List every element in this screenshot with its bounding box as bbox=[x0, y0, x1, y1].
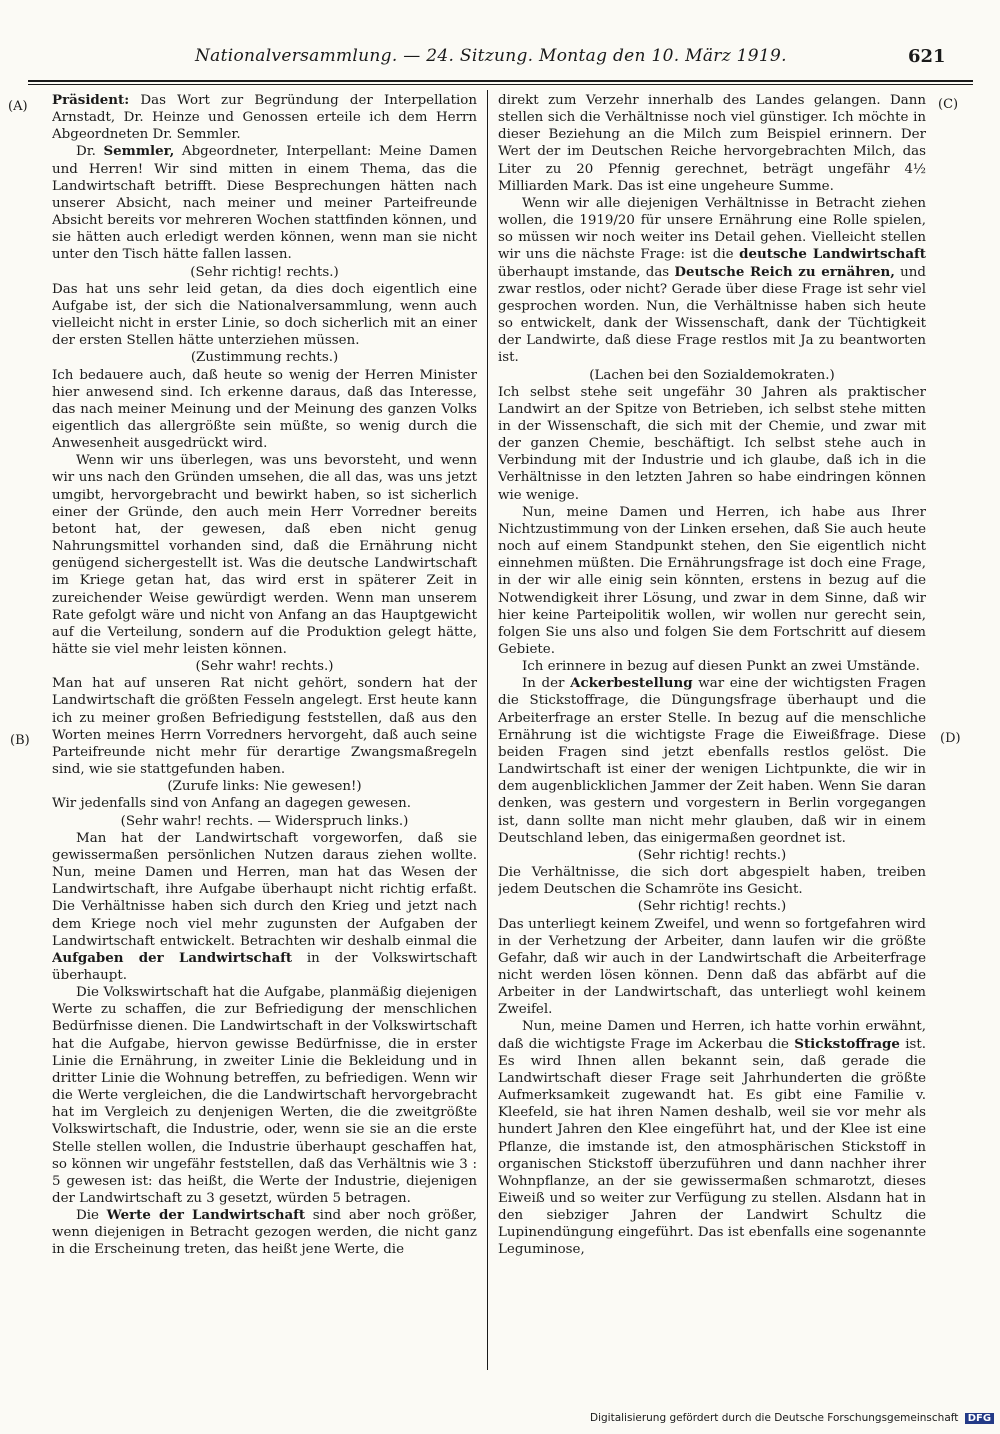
paragraph bbox=[498, 675, 926, 847]
left-column bbox=[52, 92, 477, 1372]
text-run: (Zurufe links: Nie gewesen!) bbox=[167, 779, 362, 795]
interjection bbox=[52, 813, 477, 830]
text-run: Die bbox=[76, 1208, 107, 1224]
paragraph bbox=[498, 1018, 926, 1258]
emphasis: Präsident: bbox=[52, 92, 130, 108]
header-rule-thin bbox=[28, 84, 973, 85]
text-run: Ich selbst stehe seit ungefähr 30 Jahren als praktischer Landwirt an der Spitze von Betrieben, ich selbst stehe mitten in der Wissenschaft, die sich mit der Chemie, und zwar mit der ganzen Chemie, beschäftigt. Ich selbst stehe auch in Verbindung mit der Industrie und ich glaube, daß ich in die Verhältnisse in den letzten Jahren so habe eindringen können wie wenige. bbox=[498, 384, 926, 503]
page-number: 621 bbox=[908, 46, 946, 67]
paragraph bbox=[498, 92, 926, 195]
paragraph bbox=[52, 452, 477, 658]
text-run: Wenn wir alle diejenigen Verhältnisse in Betracht ziehen wollen, die 1919/20 für unsere Ernährung eine Rolle spielen, so müssen wir noch weiter ins Detail gehen. Vielleicht stellen wir uns die nächste Frage: ist die bbox=[498, 195, 926, 263]
interjection bbox=[498, 898, 926, 915]
emphasis: Deutsche Reich zu ernähren, bbox=[674, 263, 895, 280]
paragraph bbox=[52, 675, 477, 778]
text-run: (Lachen bei den Sozialdemokraten.) bbox=[589, 367, 835, 383]
paragraph bbox=[52, 92, 477, 143]
margin-marker-c: (C) bbox=[938, 97, 959, 112]
paragraph bbox=[498, 384, 926, 504]
interjection bbox=[52, 264, 477, 281]
footer-text: Digitalisierung gefördert durch die Deutsche Forschungsgemeinschaft bbox=[590, 1412, 959, 1424]
paragraph bbox=[498, 864, 926, 898]
paragraph bbox=[52, 830, 477, 984]
text-run: Die Volkswirtschaft hat die Aufgabe, planmäßig diejenigen Werte zu schaffen, die zur Befriedigung der menschlichen Bedürfnisse dienen. Die Landwirtschaft in der Volkswirtschaft hat die Aufgabe, hiervon gewisse Bedürfnisse, die in erster Linie die Ernährung, in zweiter Linie die Bekleidung und in dritter Linie die Wohnung betreffen, zu befriedigen. Wenn wir die Werte vergleichen, die die Landwirtschaft hervorgebracht hat im Vergleich zu denjenigen Werten, die die zweitgrößte Volkswirtschaft, die Industrie, oder, wenn sie sie an die erste Stelle stellen wollen, die Industrie überhaupt geschaffen hat, so können wir ungefähr feststellen, daß das Verhältnis wie 3 : 5 gewesen ist: das heißt, die Werte der Industrie, diejenigen der Landwirtschaft zu 3 gesetzt, würden 5 betragen. bbox=[52, 985, 477, 1206]
running-title: Nationalversammlung. — 24. Sitzung. Montag den 10. März 1919. bbox=[195, 46, 787, 66]
footer-credit bbox=[590, 1412, 994, 1424]
paragraph bbox=[498, 195, 926, 367]
text-run: war eine der wichtigsten Fragen die Stickstoffrage, die Düngungsfrage überhaupt und die Arbeiterfrage an erster Stelle. In bezug auf die menschliche Ernährung ist die wichtigste Frage die Eiweißfrage. Diese beiden Fragen sind jetzt ebenfalls restlos gelöst. Die Landwirtschaft ist einer der wenigen Lichtpunkte, die wir in dem augenblicklichen Jammer der Zeit haben. Wenn Sie daran denken, was gestern und vorgestern in Berlin vorgegangen ist, dann sollte man nicht mehr glauben, daß wir in einem Deutschland leben, das einigermaßen geordnet ist. bbox=[498, 676, 926, 846]
text-run: Nun, meine Damen und Herren, ich habe aus Ihrer Nichtzustimmung von der Linken ersehen, daß Sie auch heute noch auf einem Standpunkt stehen, den Sie eigentlich nicht einnehmen müßten. Die Ernährungsfrage ist doch eine Frage, in der wir alle einig sein könnten, erstens in bezug auf die Notwendigkeit ihrer Lösung, und zwar in dem Sinne, daß wir hier keine Parteipolitik wollen, wir wollen nur gerecht sein, folgen Sie uns also und folgen Sie dem Fortschritt auf diesem Gebiete. bbox=[498, 504, 926, 657]
text-run: In der bbox=[522, 676, 571, 692]
text-run: Ich erinnere in bezug auf diesen Punkt an zwei Umstände. bbox=[522, 659, 920, 675]
text-run: in der Volkswirtschaft überhaupt. bbox=[52, 950, 477, 983]
text-run: (Sehr wahr! rechts.) bbox=[195, 659, 334, 675]
text-run: direkt zum Verzehr innerhalb des Landes gelangen. Dann stellen sich die Verhältnisse noch viel günstiger. Ich möchte in dieser Beziehung an die Milch zum Beispiel erinnern. Der Wert der im Deutschen Reiche hervorgebrachten Milch, das Liter zu 20 Pfennig gerechnet, beträgt ungefähr 4½ Milliarden Mark. Das ist eine ungeheure Summe. bbox=[498, 93, 926, 194]
interjection bbox=[52, 349, 477, 366]
paragraph bbox=[52, 143, 477, 263]
text-run: überhaupt imstande, das bbox=[498, 264, 675, 280]
emphasis: Ackerbestellung bbox=[570, 675, 693, 692]
text-run: Ich bedauere auch, daß heute so wenig der Herren Minister hier anwesend sind. Ich erkenne daraus, daß das Interesse, das nach meiner Meinung und der Meinung des ganzen Volks eigentlich das allergrößte sein müßte, so wenig durch die Anwesenheit ausgedrückt wird. bbox=[52, 367, 477, 452]
emphasis: Stickstoffrage bbox=[794, 1035, 900, 1052]
text-run: (Sehr wahr! rechts. — Widerspruch links.) bbox=[120, 813, 409, 829]
right-column bbox=[498, 92, 926, 1372]
paragraph bbox=[52, 1207, 477, 1258]
emphasis: Aufgaben der Landwirtschaft bbox=[52, 949, 293, 966]
paragraph bbox=[52, 984, 477, 1207]
emphasis: Werte der Landwirtschaft bbox=[106, 1207, 306, 1224]
text-run: Nun, meine Damen und Herren, ich hatte vorhin erwähnt, daß die wichtigste Frage im Ackerbau die bbox=[498, 1019, 926, 1052]
paragraph bbox=[52, 795, 477, 812]
paragraph bbox=[498, 504, 926, 658]
text-run: Man hat auf unseren Rat nicht gehört, sondern hat der Landwirtschaft die größten Fesseln angelegt. Erst heute kann ich zu meiner großen Befriedigung feststellen, daß aus den Worten meines Herrn Vorredners hervorgeht, daß auch seine Parteifreunde nicht mehr für derartige Zwangsmaßregeln sind, wie sie stattgefunden haben. bbox=[52, 676, 477, 778]
interjection bbox=[498, 367, 926, 384]
header-rule bbox=[28, 80, 973, 82]
interjection bbox=[52, 778, 477, 795]
text-run: Das unterliegt keinem Zweifel, und wenn so fortgefahren wird in der Verhetzung der Arbeiter, dann laufen wir die größte Gefahr, daß wir auch in der Landwirtschaft die Arbeiterfrage nicht werden lösen können. Denn daß das abfärbt auf die Arbeiter in der Landwirtschaft, das unterliegt wohl keinem Zweifel. bbox=[498, 916, 926, 1018]
text-run: (Zustimmung rechts.) bbox=[190, 350, 339, 366]
interjection bbox=[52, 658, 477, 675]
column-separator bbox=[487, 90, 488, 1370]
text-run: (Sehr richtig! rechts.) bbox=[190, 264, 339, 280]
margin-marker-a: (A) bbox=[8, 99, 28, 114]
text-run: Die Verhältnisse, die sich dort abgespielt haben, treiben jedem Deutschen die Schamröte ins Gesicht. bbox=[498, 865, 926, 898]
text-run: ist. Es wird Ihnen allen bekannt sein, daß gerade die Landwirtschaft dieser Frage seit Jahrhunderten die größte Aufmerksamkeit zugewandt hat. Es gibt eine Familie v. Kleefeld, sie hat ihren Namen deshalb, weil sie vor mehr als hundert Jahren den Klee eingeführt hat, und der Klee ist eine Pflanze, die imstande ist, den atmosphärischen Stickstoff in organischen Stickstoff überzuführen und dann nachher ihrer Wohnpflanze, an der sie gewissermaßen schmarotzt, dieses Eiweiß und so weiter zur Verfügung zu stellen. Alsdann hat in den siebziger Jahren der Landwirt Schultz die Lupinendüngung eingeführt. Das ist ebenfalls eine sogenannte Leguminose, bbox=[498, 1036, 926, 1258]
paragraph bbox=[498, 658, 926, 675]
text-run: (Sehr richtig! rechts.) bbox=[637, 847, 787, 863]
text-run: Abgeordneter, Interpellant: Meine Damen und Herren! Wir sind mitten in einem Thema, das die Landwirtschaft betrifft. Diese Besprechungen hätten nach unserer Absicht, nach meiner und meiner Parteifreunde Absicht bereits vor mehreren Wochen stattfinden können, und sie hätten auch erledigt werden können, wenn man sie nicht unter den Tisch hätte fallen lassen. bbox=[52, 144, 477, 263]
dfg-logo: DFG bbox=[965, 1413, 994, 1424]
margin-marker-b: (B) bbox=[10, 733, 30, 748]
text-run: Dr. bbox=[76, 144, 104, 160]
text-run: Wenn wir uns überlegen, was uns bevorsteht, und wenn wir uns nach den Gründen umsehen, die all das, was uns jetzt umgibt, hervorgebracht und bewirkt haben, so ist sicherlich einer der Gründe, den auch mein Herr Vorredner bereits betont hat, der gewesen, daß eben nicht genug Nahrungsmittel vorhanden sind, daß die Ernährung nicht genügend sichergestellt ist. Was die deutsche Landwirtschaft im Kriege getan hat, das wird erst in späterer Zeit in zureichender Weise gewürdigt werden. Wenn man unserem Rate gefolgt wäre und nicht von Anfang an das Hauptgewicht auf die Verteilung, sondern auf die Produktion gelegt hätte, hätte sie viel mehr leisten können. bbox=[52, 453, 477, 657]
text-run: und zwar restlos, oder nicht? Gerade über diese Frage ist sehr viel gesprochen worden. Nun, die Verhältnisse haben sich heute so entwickelt, dank der Wissenschaft, dank der Tüchtigkeit der Landwirte, daß diese Frage restlos mit Ja zu beantworten ist. bbox=[498, 264, 926, 366]
text-run: Das hat uns sehr leid getan, da dies doch eigentlich eine Aufgabe ist, der sich die Nationalversammlung, wenn auch vielleicht nicht in erster Linie, so doch sicherlich mit an einer der ersten Stellen hätte unterziehen müssen. bbox=[52, 281, 477, 349]
text-run: Das Wort zur Begründung der Interpellation Arnstadt, Dr. Heinze und Genossen erteile ich dem Herrn Abgeordneten Dr. Semmler. bbox=[52, 93, 477, 143]
text-run: Man hat der Landwirtschaft vorgeworfen, daß sie gewissermaßen persönlichen Nutzen daraus ziehen wollte. Nun, meine Damen und Herren, man hat das Wesen der Landwirtschaft, ihre Aufgabe überhaupt nicht richtig erfaßt. Die Verhältnisse haben sich durch den Krieg und jetzt nach dem Kriege noch viel mehr zugunsten der Aufgaben der Landwirtschaft entwickelt. Betrachten wir deshalb einmal die bbox=[52, 830, 477, 949]
paragraph bbox=[498, 916, 926, 1019]
margin-marker-d: (D) bbox=[940, 731, 961, 746]
interjection bbox=[498, 847, 926, 864]
text-run: Wir jedenfalls sind von Anfang an dagegen gewesen. bbox=[52, 796, 411, 812]
text-run: (Sehr richtig! rechts.) bbox=[637, 899, 787, 915]
text-run: sind aber noch größer, wenn diejenigen in Betracht gezogen werden, die nicht ganz in die Erscheinung treten, das heißt jene Werte, die bbox=[52, 1208, 477, 1258]
paragraph bbox=[52, 367, 477, 453]
emphasis: deutsche Landwirtschaft bbox=[739, 246, 926, 263]
paragraph bbox=[52, 281, 477, 350]
emphasis: Semmler, bbox=[103, 143, 175, 160]
